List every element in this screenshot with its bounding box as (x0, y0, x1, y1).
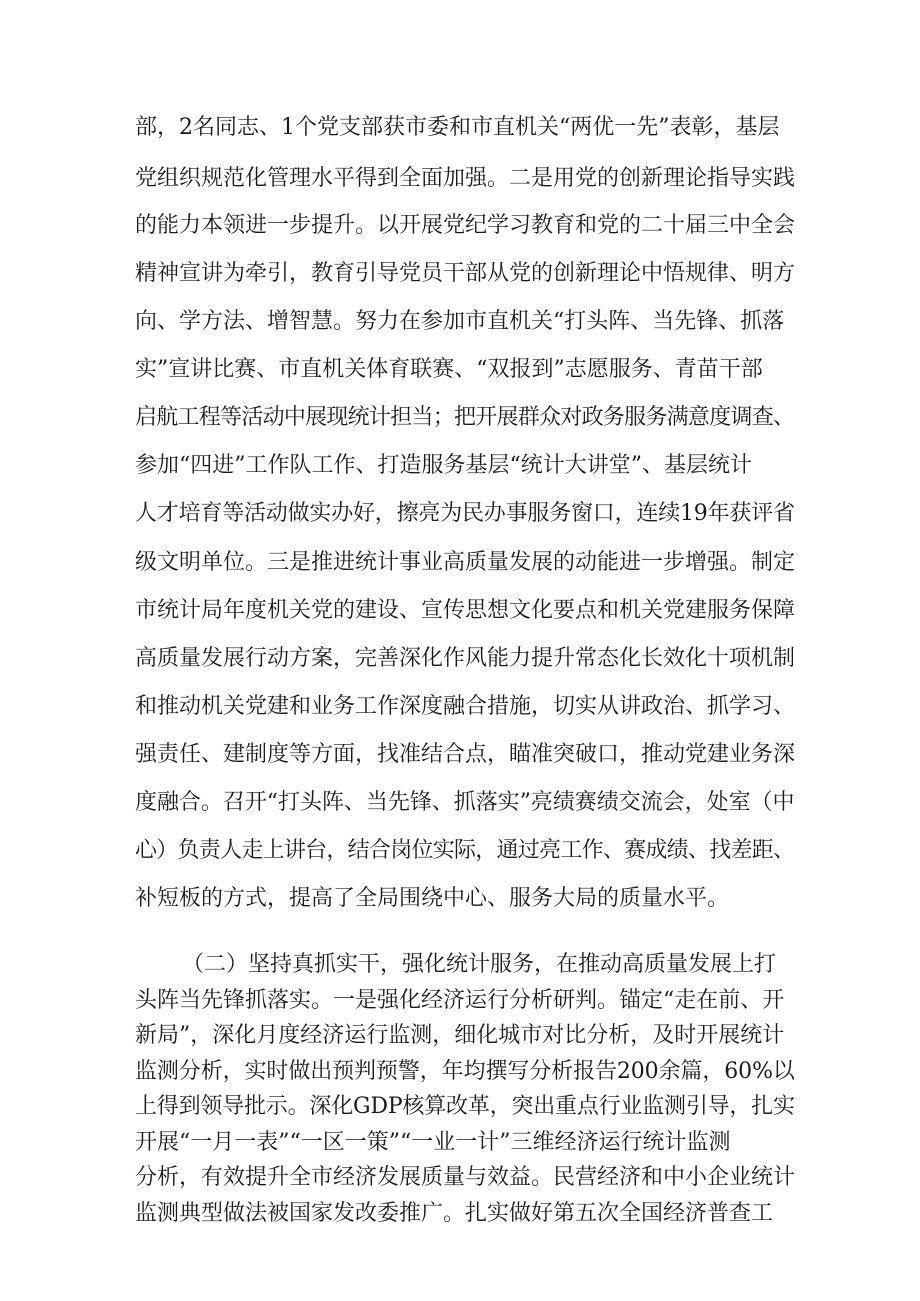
text-line: 补短板的方式，提高了全局围绕中心、服务大局的质量水平。 (135, 886, 730, 911)
text-line: 和推动机关党建和业务工作深度融合措施，切实从讲政治、抓学习、 (135, 694, 796, 719)
text-line: 实”宣讲比赛、市直机关体育联赛、“双报到”志愿服务、青苗干部 (135, 357, 763, 382)
text-line: 人才培育等活动做实办好，擦亮为民办事服务窗口，连续19年获评省 (135, 501, 795, 526)
text-line: 精神宣讲为牵引，教育引导党员干部从党的创新理论中悟规律、明方 (135, 261, 796, 286)
text-line: 向、学方法、增智慧。努力在参加市直机关“打头阵、当先锋、抓落 (135, 309, 785, 334)
text-line: 心）负责人走上讲台，结合岗位实际，通过亮工作、赛成绩、找差距、 (135, 838, 795, 863)
text-line: 高质量发展行动方案，完善深化作风能力提升常态化长效化十项机制 (135, 646, 796, 671)
text-line: 部，2名同志、1个党支部获市委和市直机关“两优一先”表彰，基层 (135, 115, 780, 140)
text-line: 度融合。召开“打头阵、当先锋、抓落实”亮绩赛绩交流会，处室（中 (135, 790, 795, 815)
text-line: 强责任、建制度等方面，找准结合点，瞄准突破口，推动党建业务深 (135, 742, 796, 767)
text-line: 启航工程等活动中展现统计担当；把开展群众对政务服务满意度调查、 (135, 405, 795, 430)
text-line: 监测分析，实时做出预判预警，年均撰写分析报告200余篇，60%以 (135, 1059, 795, 1084)
text-line: 市统计局年度机关党的建设、宣传思想文化要点和机关党建服务保障 (135, 598, 796, 623)
text-line: 级文明单位。三是推进统计事业高质量发展的动能进一步增强。制定 (135, 550, 796, 575)
text-line: 党组织规范化管理水平得到全面加强。二是用党的创新理论指导实践 (135, 166, 796, 191)
text-line: （二）坚持真抓实干，强化统计服务，在推动高质量发展上打 (182, 952, 777, 977)
text-line: 参加“四进”工作队工作、打造服务基层“统计大讲堂”、基层统计 (135, 453, 752, 478)
text-line: 头阵当先锋抓落实。一是强化经济运行分析研判。锚定“走在前、开 (135, 988, 785, 1013)
text-line: 监测典型做法被国家发改委推广。扎实做好第五次全国经济普查工 (135, 1201, 774, 1226)
text-line: 的能力本领进一步提升。以开展党纪学习教育和党的二十届三中全会 (135, 213, 796, 238)
text-line: 上得到领导批示。深化GDP核算改革，突出重点行业监测引导，扎实 (135, 1094, 795, 1119)
text-line: 分析，有效提升全市经济发展质量与效益。民营经济和中小企业统计 (135, 1165, 796, 1190)
text-line: 开展“一月一表”“一区一策”“一业一计”三维经济运行统计监测 (135, 1130, 731, 1155)
text-line: 新局”，深化月度经济运行监测，细化城市对比分析，及时开展统计 (135, 1023, 785, 1048)
